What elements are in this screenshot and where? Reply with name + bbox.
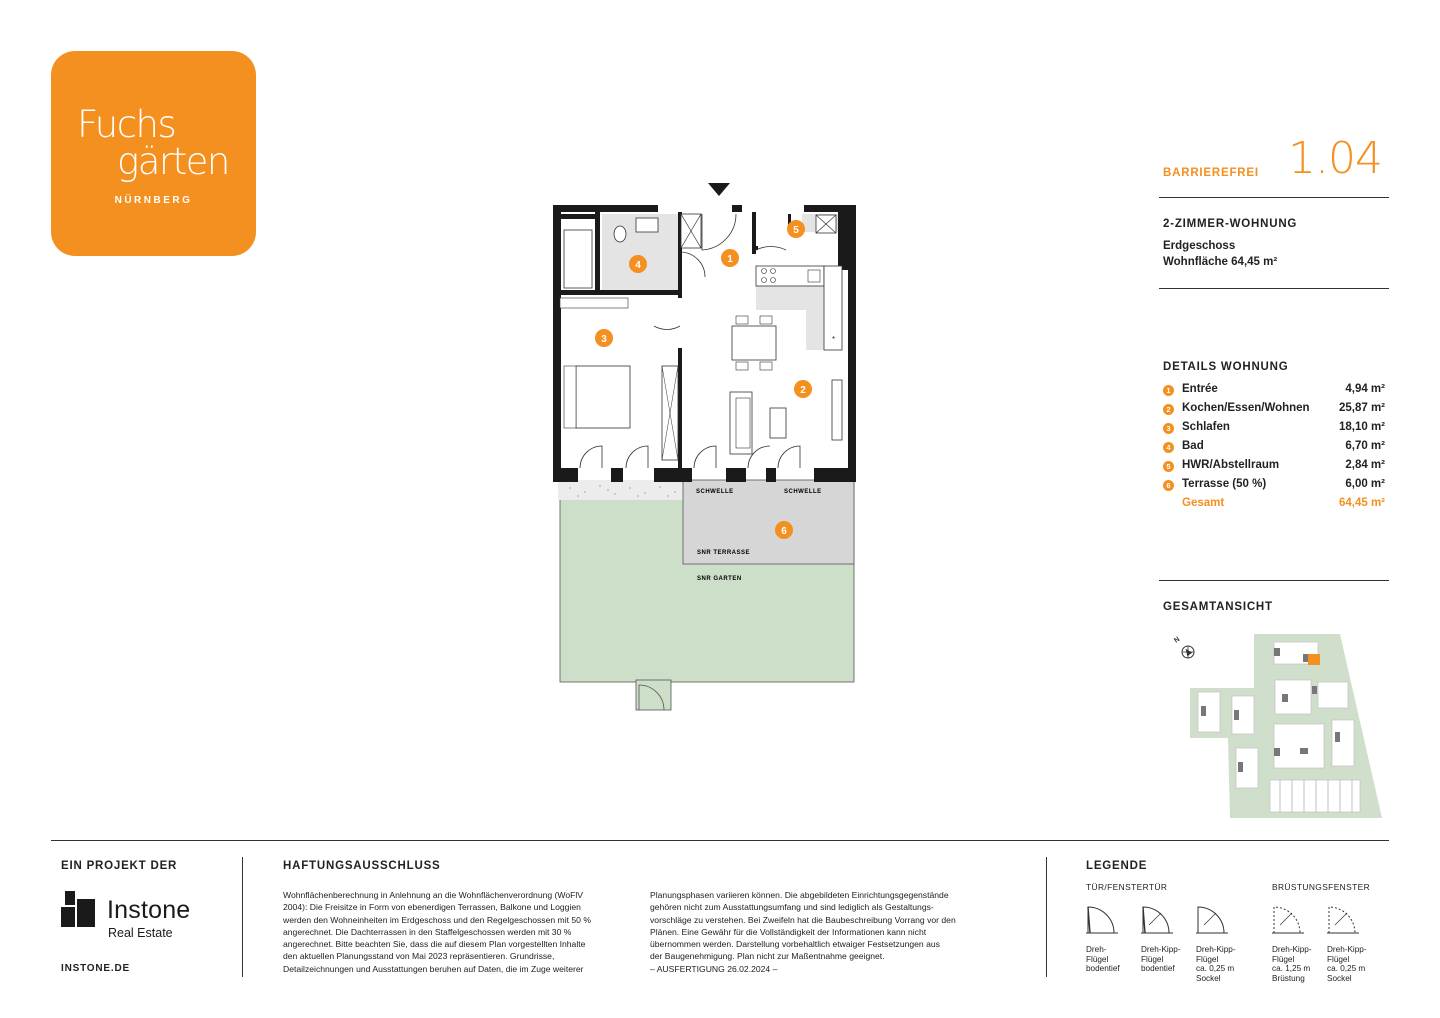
total-area: 64,45 m² — [1338, 497, 1385, 509]
parapet-window-low-icon — [1327, 903, 1359, 935]
legend-item: Dreh-Kipp- Flügel ca. 0,25 m Sockel — [1196, 945, 1236, 983]
overview-title: GESAMTANSICHT — [1163, 601, 1273, 613]
terrace-label: SNR TERRASSE — [697, 550, 751, 556]
threshold-label-left: SCHWELLE — [696, 489, 734, 495]
room-number: 6 — [1163, 480, 1174, 491]
tv-board — [832, 380, 842, 440]
room-number: 2 — [1163, 404, 1174, 415]
tilt-turn-window-low-icon — [1196, 903, 1228, 935]
room-row — [1163, 383, 1385, 402]
room-number: 5 — [1163, 461, 1174, 472]
room-number: 4 — [1163, 442, 1174, 453]
legend-item: Dreh- Flügel bodentief — [1086, 945, 1120, 974]
unit-area: Wohnfläche 64,45 m² — [1163, 256, 1278, 268]
garden-gate-area — [636, 680, 671, 710]
room-name: Schlafen — [1182, 421, 1230, 433]
legend-title: LEGENDE — [1086, 860, 1148, 872]
svg-text:*: * — [832, 335, 836, 344]
footer-divider — [51, 840, 1389, 841]
legend-group-door: TÜR/FENSTERTÜR — [1086, 882, 1168, 892]
divider — [1159, 197, 1389, 198]
room-name: HWR/Abstellraum — [1182, 459, 1280, 471]
disclaimer-col2: Planungsphasen variieren können. Die abgebildeten Einrichtungsgegenstände gehören nicht zum Ausstattungsumfang und sind lediglich als Gestaltungs- vorschläge zu verstehen. Bei Zweifeln hat die Baubeschreibung Vorrang vor den Plänen. Eine Gewähr für die Vollständigkeit der Informationen kann nicht übernommen werden. Darstellung vorbehaltlich etwaiger Festsetzungen aus der Baugenehmigung. Plan nicht zur Maßentnahme geeignet. – AUSFERTIGUNG 26.02.2024 – — [650, 890, 956, 974]
unit-type: 2-ZIMMER-WOHNUNG — [1163, 218, 1298, 230]
room-name: Bad — [1182, 440, 1204, 452]
room-row — [1163, 459, 1385, 478]
room-area: 6,70 m² — [1345, 440, 1385, 452]
room-name: Entrée — [1182, 383, 1218, 395]
legend-group-window: BRÜSTUNGSFENSTER — [1272, 882, 1371, 892]
company-sub: Real Estate — [108, 926, 173, 940]
site-overview-map — [1170, 630, 1395, 825]
entrance-door-icon — [702, 214, 736, 250]
details-title: DETAILS WOHNUNG — [1163, 361, 1289, 373]
brand-city: NÜRNBERG — [114, 195, 193, 206]
turn-door-icon — [1086, 903, 1118, 935]
legend-item: Dreh-Kipp- Flügel ca. 0,25 m Sockel — [1327, 945, 1367, 983]
svg-text:6: 6 — [781, 526, 787, 537]
room-number: 3 — [1163, 423, 1174, 434]
coffee-table — [770, 408, 786, 438]
tilt-turn-door-icon — [1141, 903, 1173, 935]
room-name: Terrasse (50 %) — [1182, 478, 1267, 490]
shower-icon — [564, 230, 592, 288]
compass-icon — [1182, 646, 1194, 658]
divider — [1159, 580, 1389, 581]
room-row — [1163, 440, 1385, 459]
room-area: 2,84 m² — [1345, 459, 1385, 471]
parapet-window-high-icon — [1272, 903, 1304, 935]
disclaimer-col1: Wohnflächenberechnung in Anlehnung an die Wohnflächenverordnung (WoFlV 2004): Die Freisitze in Form von ebenerdigen Terrassen, Balkone und Loggien werden den Wohneinheiten im Erdgeschoss und den Regelgeschossen mit 50 % angerechnet. Die Dachterrassen in den Staffelgeschossen werden mit 30 % angerechnet. Bitte beachten Sie, dass die auf diesem Plan vorgestellten Inhalte den aktuellen Planungsstand von Mai 2023 repräsentieren. Grundrisse, Detailzeichnungen und Ausstattungen beruhen auf Daten, die im Zuge weiterer — [283, 890, 591, 974]
room-area: 6,00 m² — [1345, 478, 1385, 490]
dining-table — [732, 326, 776, 360]
unit-floor: Erdgeschoss — [1163, 240, 1236, 252]
disclaimer-title: HAFTUNGSAUSSCHLUSS — [283, 860, 441, 872]
bed-icon — [576, 366, 630, 428]
total-label: Gesamt — [1182, 497, 1225, 509]
brand-line2: gärten — [117, 140, 229, 183]
legend-item: Dreh-Kipp- Flügel bodentief — [1141, 945, 1181, 974]
svg-text:5: 5 — [793, 225, 799, 236]
total-row — [1163, 497, 1385, 516]
room-area: 18,10 m² — [1338, 421, 1385, 433]
room-area: 4,94 m² — [1345, 383, 1385, 395]
legend-item: Dreh-Kipp- Flügel ca. 1,25 m Brüstung — [1272, 945, 1312, 983]
north-label: N — [1173, 636, 1182, 645]
footer-separator — [242, 857, 243, 977]
unit-number: 1.04 — [1288, 133, 1382, 184]
company-name: Instone — [107, 896, 191, 924]
svg-text:4: 4 — [635, 260, 641, 271]
room-name: Kochen/Essen/Wohnen — [1182, 402, 1310, 414]
threshold-label-right: SCHWELLE — [784, 489, 822, 495]
room-row — [1163, 478, 1385, 497]
unit-highlight — [1308, 654, 1320, 665]
room-row — [1163, 402, 1385, 421]
room-row — [1163, 421, 1385, 440]
divider — [1159, 288, 1389, 289]
entrance-arrow-icon — [708, 183, 730, 196]
website-link[interactable]: INSTONE.DE — [61, 963, 130, 974]
sink-icon — [636, 218, 658, 232]
accessibility-label: BARRIEREFREI — [1163, 167, 1259, 179]
floor-plan — [540, 170, 870, 720]
room-area: 25,87 m² — [1338, 402, 1385, 414]
svg-text:3: 3 — [601, 334, 607, 345]
project-label: EIN PROJEKT DER — [61, 860, 178, 872]
toilet-icon — [614, 226, 626, 242]
svg-text:2: 2 — [800, 385, 806, 396]
svg-text:1: 1 — [727, 254, 733, 265]
brand-line1: Fuchs — [77, 103, 176, 146]
brand-logo — [51, 51, 256, 256]
room-number: 1 — [1163, 385, 1174, 396]
garden-label: SNR GARTEN — [697, 576, 742, 582]
footer-separator — [1046, 857, 1047, 977]
instone-logo-icon — [61, 889, 101, 929]
